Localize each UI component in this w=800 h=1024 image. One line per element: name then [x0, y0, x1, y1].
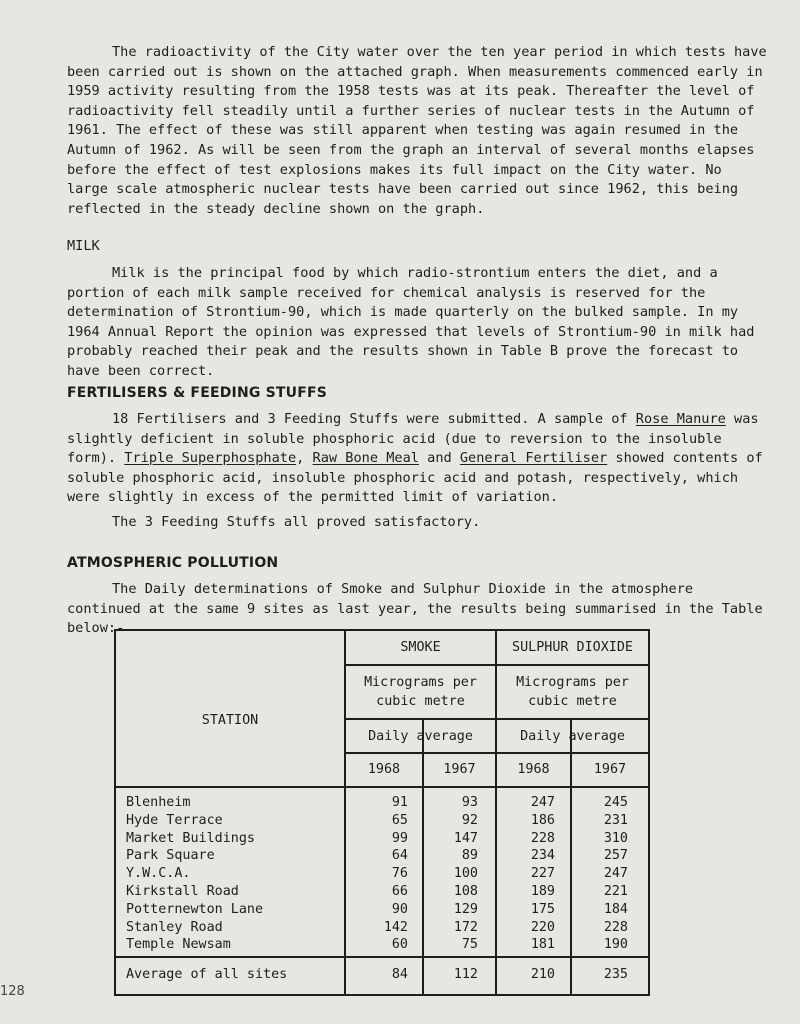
so2-1968-cell: 175	[530, 901, 555, 917]
average-so2-1968: 210	[530, 967, 555, 982]
average-so2-1967: 235	[603, 967, 628, 982]
smoke-1968-cell: 99	[391, 830, 408, 846]
fertilisers-text-5: showed contents of soluble phosphoric acid, insoluble phosphoric acid and potash, respectively, which were slightly in excess of the permitted limit of variation.	[67, 450, 763, 506]
smoke-1968-cell: 60	[391, 937, 408, 953]
smoke-1967-cell: 172	[453, 919, 478, 935]
station-cell: Kirkstall Road	[126, 884, 239, 899]
station-cell: Potternewton Lane	[126, 901, 264, 917]
smoke-1967-cell: 89	[461, 848, 478, 864]
year-smoke-1967: 1967	[443, 762, 476, 777]
table-row	[116, 936, 648, 954]
station-cell: Blenheim	[126, 795, 191, 810]
smoke-unit-line2: cubic metre	[376, 694, 465, 709]
table-row	[116, 794, 648, 812]
milk-heading: MILK	[67, 238, 100, 254]
smoke-1968-cell: 142	[383, 919, 408, 935]
smoke-1967-cell: 100	[453, 866, 478, 882]
smoke-1967-cell: 93	[461, 795, 478, 810]
table-row	[116, 865, 648, 883]
so2-1968-cell: 181	[530, 937, 555, 953]
triple-superphosphate-text: Triple Superphosphate	[124, 450, 297, 467]
sulphur-dioxide-header: SULPHUR DIOXIDE	[512, 640, 633, 655]
station-cell: Market Buildings	[126, 830, 255, 846]
fertilisers-text-2: was slightly deficient in soluble phosphoric acid (due to reversion to the insoluble form).	[67, 411, 759, 467]
smoke-unit-line1: Micrograms per	[364, 675, 477, 690]
smoke-1967-cell: 75	[461, 937, 478, 953]
page-number: 128	[0, 984, 25, 999]
so2-unit-line1: Micrograms per	[516, 675, 629, 690]
smoke-1968-cell: 66	[391, 884, 408, 899]
station-cell: Stanley Road	[126, 919, 223, 935]
atmospheric-paragraph: The Daily determinations of Smoke and Sulphur Dioxide in the atmosphere continued at the same 9 sites as last year, the results being summarised in the Table below:-	[67, 581, 763, 637]
smoke-1967-cell: 108	[453, 884, 478, 899]
table-row	[116, 883, 648, 901]
so2-unit-line2: cubic metre	[528, 694, 617, 709]
smoke-1967-cell: 129	[453, 901, 478, 917]
station-cell: Temple Newsam	[126, 937, 231, 953]
smoke-header: SMOKE	[400, 640, 441, 655]
year-so2-1968: 1968	[517, 762, 550, 777]
so2-1967-cell: 190	[603, 937, 628, 953]
station-cell: Y.W.C.A.	[126, 866, 191, 882]
fertilisers-text-1: 18 Fertilisers and 3 Feeding Stuffs were submitted. A sample of	[112, 411, 636, 427]
raw-bone-meal-text: Raw Bone Meal	[312, 450, 419, 467]
feeding-stuffs-paragraph: The 3 Feeding Stuffs all proved satisfactory.	[112, 514, 481, 530]
smoke-daily-average: Daily average	[368, 729, 473, 744]
smoke-1968-cell: 65	[391, 812, 408, 828]
so2-1968-cell: 247	[530, 795, 555, 810]
atmospheric-heading: ATMOSPHERIC POLLUTION	[67, 555, 279, 571]
average-smoke-1968: 84	[391, 967, 408, 982]
so2-1967-cell: 228	[603, 919, 628, 935]
fertilisers-heading: FERTILISERS & FEEDING STUFFS	[67, 385, 328, 401]
so2-1968-cell: 220	[530, 919, 555, 935]
fertilisers-paragraph	[67, 410, 767, 508]
milk-paragraph: Milk is the principal food by which radio-strontium enters the diet, and a portion of each milk sample received for chemical analysis is reserved for the determination of Strontium-90, which is made quarterly on the bulked sample. In my 1964 Annual Report the opinion was expressed that levels of Strontium-90 in milk had probably reached their peak and the results shown in Table B prove the forecast to have been correct.	[67, 265, 755, 379]
rose-manure-text: Rose Manure	[635, 411, 726, 427]
table-row	[116, 830, 648, 848]
so2-1967-cell: 310	[603, 830, 628, 846]
general-fertiliser-text: General Fertiliser	[459, 450, 608, 467]
so2-1968-cell: 228	[530, 830, 555, 846]
so2-1968-cell: 234	[530, 848, 555, 864]
so2-1967-cell: 184	[603, 901, 628, 917]
station-cell: Park Square	[126, 848, 215, 864]
average-label: Average of all sites	[126, 967, 288, 982]
smoke-1967-cell: 147	[453, 830, 478, 846]
smoke-1968-cell: 64	[391, 848, 408, 864]
table-row	[116, 847, 648, 865]
smoke-1968-cell: 91	[391, 795, 408, 810]
so2-1968-cell: 189	[530, 884, 555, 899]
table-row	[116, 812, 648, 830]
smoke-1967-cell: 92	[461, 812, 478, 828]
table-row	[116, 901, 648, 919]
so2-1968-cell: 227	[530, 866, 555, 882]
so2-1967-cell: 231	[603, 812, 628, 828]
station-header: STATION	[201, 713, 259, 728]
fertilisers-text-3: ,	[296, 450, 313, 467]
table-row	[116, 919, 648, 937]
so2-1967-cell: 245	[603, 795, 628, 810]
so2-1967-cell: 221	[603, 884, 628, 899]
pollution-table	[114, 629, 650, 996]
station-cell: Hyde Terrace	[126, 812, 223, 828]
intro-paragraph: The radioactivity of the City water over the ten year period in which tests have been carried out is shown on the attached graph. When measurements commenced early in 1959 activity resulting from the 1958 tests was at its peak. Thereafter the level of radioactivity fell steadily until a further series of nuclear tests in the Autumn of 1961. The effect of these was still apparent when testing was again resumed in the Autumn of 1962. As will be seen from the graph an interval of several months elapses before the effect of test explosions makes its full impact on the City water. No large scale atmospheric nuclear tests have been carried out since 1962, this being reflected in the steady decline shown on the graph.	[67, 44, 767, 217]
average-row	[116, 967, 648, 987]
year-so2-1967: 1967	[593, 762, 627, 777]
average-smoke-1967: 112	[453, 967, 478, 982]
year-smoke-1968: 1968	[367, 762, 401, 777]
so2-1967-cell: 257	[603, 848, 628, 864]
so2-1967-cell: 247	[603, 866, 628, 882]
so2-1968-cell: 186	[530, 812, 555, 828]
smoke-1968-cell: 90	[391, 901, 408, 917]
so2-daily-average: Daily average	[520, 729, 625, 744]
fertilisers-text-4: and	[418, 450, 460, 467]
smoke-1968-cell: 76	[391, 866, 408, 882]
